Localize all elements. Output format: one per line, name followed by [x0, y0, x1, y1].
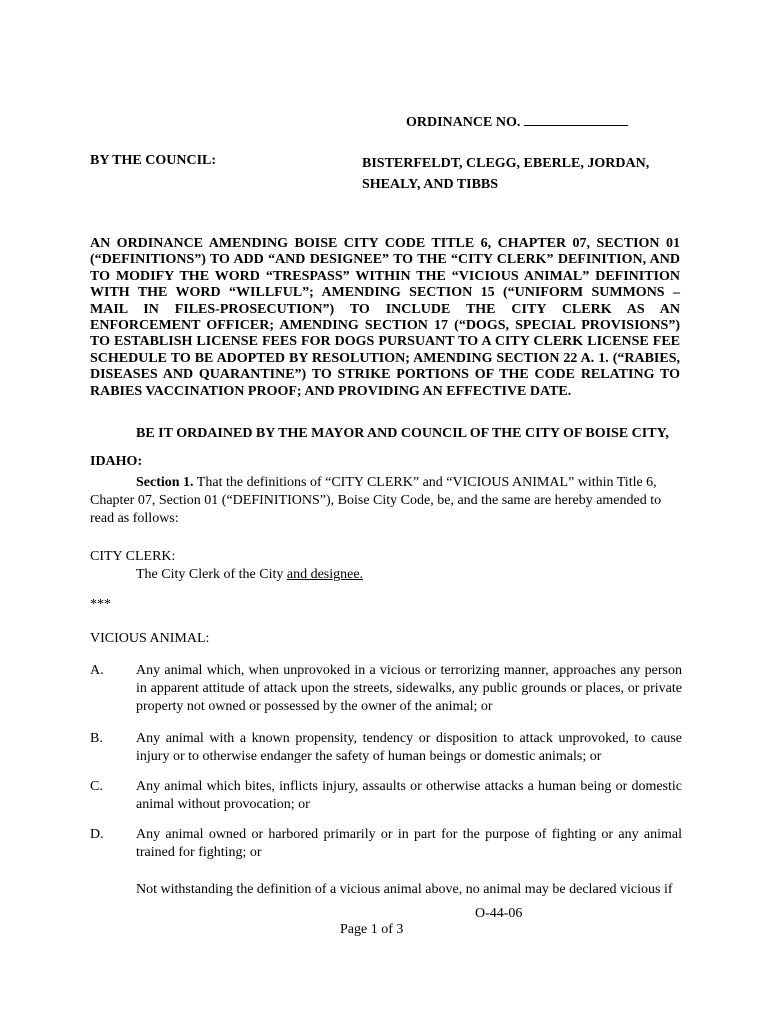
ordinance-title [90, 236, 680, 400]
section-separator: *** [90, 597, 111, 612]
title-line: DISEASES AND QUARANTINE”) TO STRIKE PORTIONS OF THE CODE RELATING TO [90, 367, 680, 383]
item-text: Any animal owned or harbored primarily or in part for the purpose of fighting or any animal trained for fighting; or [136, 827, 682, 860]
city-clerk-text: The City Clerk of the City [136, 567, 287, 582]
ordinance-number [406, 114, 628, 131]
item-text: Any animal with a known propensity, tendency or disposition to attack unprovoked, to cause injury or to otherwise endanger the safety of human beings or domestic animals; or [136, 731, 682, 764]
section-1 [90, 474, 670, 528]
section-text: That the definitions of “CITY CLERK” and “VICIOUS ANIMAL” within Title 6, [193, 475, 657, 490]
vicious-animal-heading: VICIOUS ANIMAL: [90, 631, 210, 646]
vicious-animal-exception: Not withstanding the definition of a vicious animal above, no animal may be declared vicious if [136, 882, 673, 897]
ordinance-number-blank [524, 114, 628, 126]
sponsors-line: SHEALY, AND TIBBS [362, 177, 499, 192]
definition-item [90, 662, 682, 716]
item-letter: A. [90, 663, 104, 678]
sponsors [362, 153, 662, 195]
definition-item [90, 730, 682, 766]
definition-item [90, 778, 682, 814]
title-line: SCHEDULE TO BE ADOPTED BY RESOLUTION; AMENDING SECTION 22 A. 1. (“RABIES, [90, 350, 680, 366]
ordinance-code: O-44-06 [475, 906, 523, 921]
section-text: read as follows: [90, 511, 179, 526]
page-number: Page 1 of 3 [340, 922, 404, 937]
city-clerk-definition [136, 566, 363, 584]
ordinance-label: ORDINANCE NO. [406, 115, 521, 130]
item-letter: D. [90, 827, 104, 842]
item-text: Any animal which bites, inflicts injury, assaults or otherwise attacks a human being or domestic animal without provocation; or [136, 779, 682, 812]
title-line: ENFORCEMENT OFFICER; AMENDING SECTION 17 (“DOGS, SPECIAL PROVISIONS”) [90, 318, 680, 334]
item-text: Any animal which, when unprovoked in a vicious or terrorizing manner, approaches any person in apparent attitude of attack upon the streets, sidewalks, any public grounds or places, or private property not owned or possessed by the owner of the animal; or [136, 663, 682, 714]
section-label: Section 1. [136, 475, 194, 490]
by-council-label: BY THE COUNCIL: [90, 153, 217, 168]
title-line: (“DEFINITIONS”) TO ADD “AND DESIGNEE” TO THE “CITY CLERK” DEFINITION, AND [90, 252, 680, 268]
enacting-clause: BE IT ORDAINED BY THE MAYOR AND COUNCIL OF THE CITY OF BOISE CITY, [136, 426, 669, 441]
definition-item [90, 826, 682, 862]
city-clerk-amendment: and designee. [286, 567, 364, 582]
title-line: AN ORDINANCE AMENDING BOISE CITY CODE TITLE 6, CHAPTER 07, SECTION 01 [90, 236, 680, 251]
title-line: MAIL IN FILES-PROSECUTION”) TO INCLUDE THE CITY CLERK AS AN [90, 301, 680, 317]
item-letter: C. [90, 779, 103, 794]
title-line: RABIES VACCINATION PROOF; AND PROVIDING AN EFFECTIVE DATE. [90, 383, 572, 399]
title-line: TO ESTABLISH LICENSE FEES FOR DOGS PURSUANT TO A CITY CLERK LICENSE FEE [90, 334, 680, 350]
title-line: WITH THE WORD “WILLFUL”; AMENDING SECTION 15 (“UNIFORM SUMMONS – [90, 285, 680, 301]
section-text: Chapter 07, Section 01 (“DEFINITIONS”), Boise City Code, be, and the same are hereby amended to [90, 493, 662, 508]
title-line: TO MODIFY THE WORD “TRESPASS” WITHIN THE “VICIOUS ANIMAL” DEFINITION [90, 268, 680, 284]
item-letter: B. [90, 731, 103, 746]
enacting-clause-end: IDAHO: [90, 454, 143, 469]
sponsors-line: BISTERFELDT, CLEGG, EBERLE, JORDAN, [362, 156, 650, 171]
city-clerk-heading: CITY CLERK: [90, 549, 176, 564]
